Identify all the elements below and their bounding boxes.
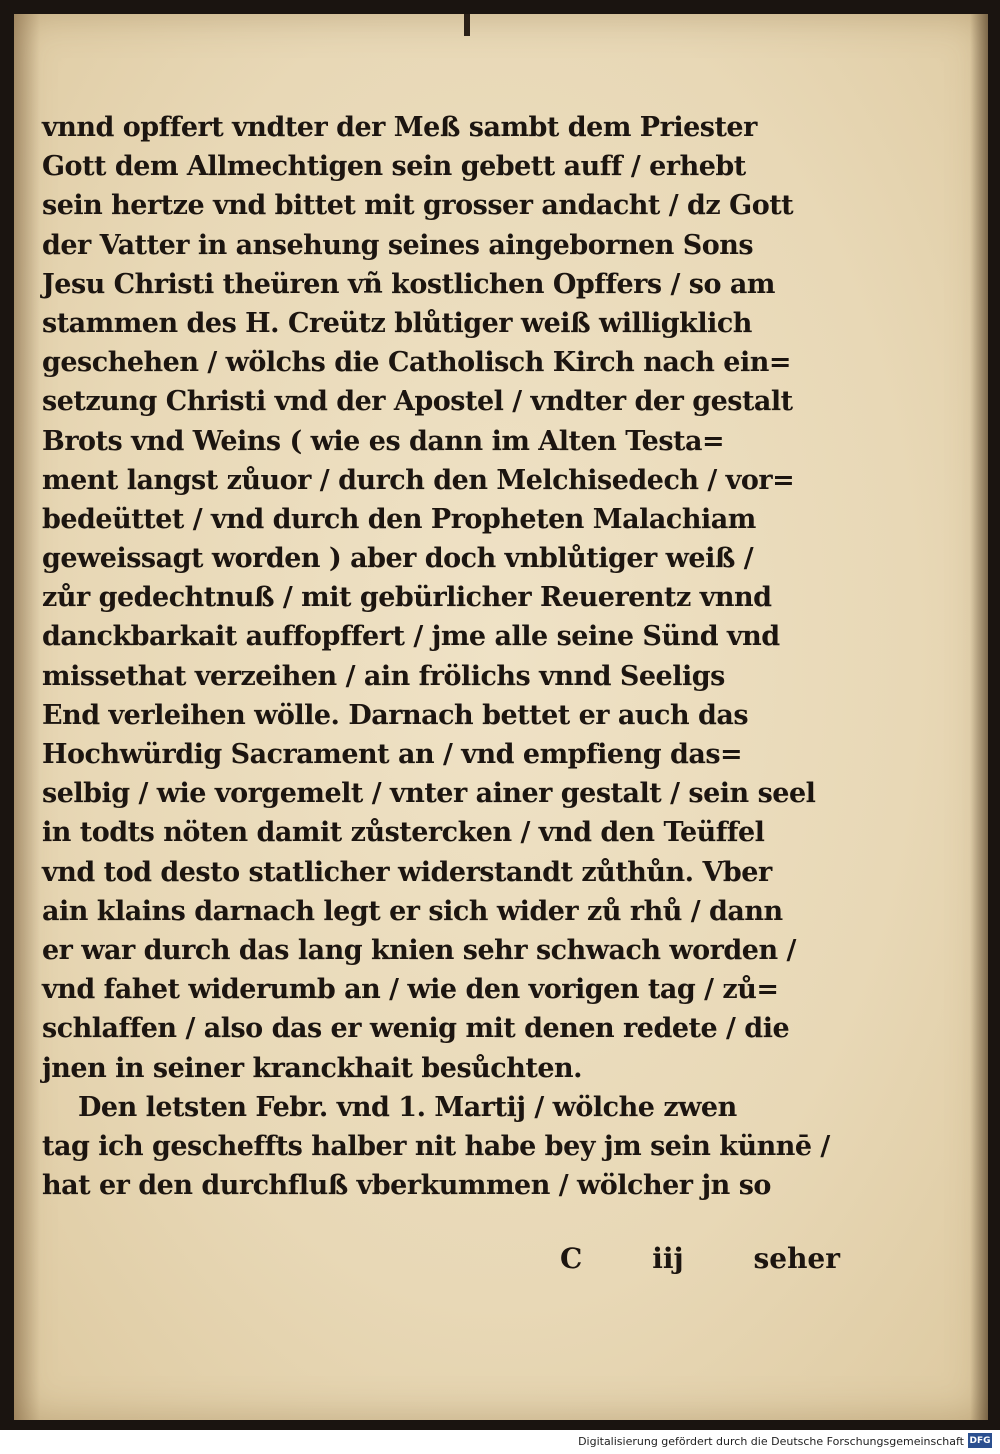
text-line: stammen des H. Creütz blůtiger weiß willigklich xyxy=(42,307,752,339)
signature-line xyxy=(560,1235,840,1281)
text-line: bedeüttet / vnd durch den Propheten Malachiam xyxy=(42,503,756,535)
text-line: Jesu Christi theüren vñ kostlichen Opffers / so am xyxy=(42,268,775,300)
text-line: in todts nöten damit zůstercken / vnd den Teüffel xyxy=(42,817,765,849)
text-line: schlaffen / also das er wenig mit denen redete / die xyxy=(42,1013,790,1045)
text-line: Brots vnd Weins ( wie es dann im Alten Testa= xyxy=(42,425,725,457)
text-line: geschehen / wölchs die Catholisch Kirch nach ein= xyxy=(42,347,791,379)
text-line: sein hertze vnd bittet mit grosser andacht / dz Gott xyxy=(42,190,794,222)
text-line: danckbarkait auffopffert / jme alle seine Sünd vnd xyxy=(42,621,780,653)
text-line: vnd fahet widerumb an / wie den vorigen tag / zů= xyxy=(42,974,779,1006)
text-line: Gott dem Allmechtigen sein gebett auff / erhebt xyxy=(42,151,746,183)
text-line: selbig / wie vorgemelt / vnter ainer gestalt / sein seel xyxy=(42,778,816,810)
text-line: Hochwürdig Sacrament an / vnd empfieng das= xyxy=(42,739,743,770)
text-line: zůr gedechtnuß / mit gebürlicher Reuerentz vnnd xyxy=(42,582,772,614)
text-line: vnnd opffert vndter der Meß sambt dem Priester xyxy=(42,112,757,143)
catchword: seher xyxy=(753,1241,840,1275)
text-line: jnen in seiner kranckhait besůchten. xyxy=(42,1052,583,1084)
text-line: missethat verzeihen / ain frölichs vnnd Seeligs xyxy=(42,660,725,692)
text-line: ain klains darnach legt er sich wider zů rhů / dann xyxy=(42,895,783,927)
text-line: er war durch das lang knien sehr schwach worden / xyxy=(42,934,796,966)
dfg-logo: DFG xyxy=(968,1433,992,1448)
text-line: hat er den durchfluß vberkummen / wölcher jn so xyxy=(42,1170,771,1202)
text-line: End verleihen wölle. Darnach bettet er auch das xyxy=(42,699,749,731)
signature-number: iij xyxy=(652,1241,684,1275)
signature-mark: C xyxy=(560,1241,583,1275)
text-line: geweissagt worden ) aber doch vnblůtiger weiß / xyxy=(42,543,754,575)
text-line: tag ich gescheffts halber nit habe bey jm sein künnē / xyxy=(42,1130,830,1162)
body-text xyxy=(42,108,842,1205)
text-line: vnd tod desto statlicher widerstandt zůthůn. Vber xyxy=(42,856,772,888)
text-line: setzung Christi vnd der Apostel / vndter der gestalt xyxy=(42,386,793,418)
text-line: der Vatter in ansehung seines aingebornen Sons xyxy=(42,229,754,261)
funding-credit: Digitalisierung gefördert durch die Deutsche Forschungsgemeinschaft xyxy=(578,1435,964,1448)
text-line: ment langst zůuor / durch den Melchisedech / vor= xyxy=(42,464,795,496)
fold-mark xyxy=(464,14,470,36)
paragraph-start-line: Den letsten Febr. vnd 1. Martij / wölche zwen xyxy=(78,1091,737,1123)
